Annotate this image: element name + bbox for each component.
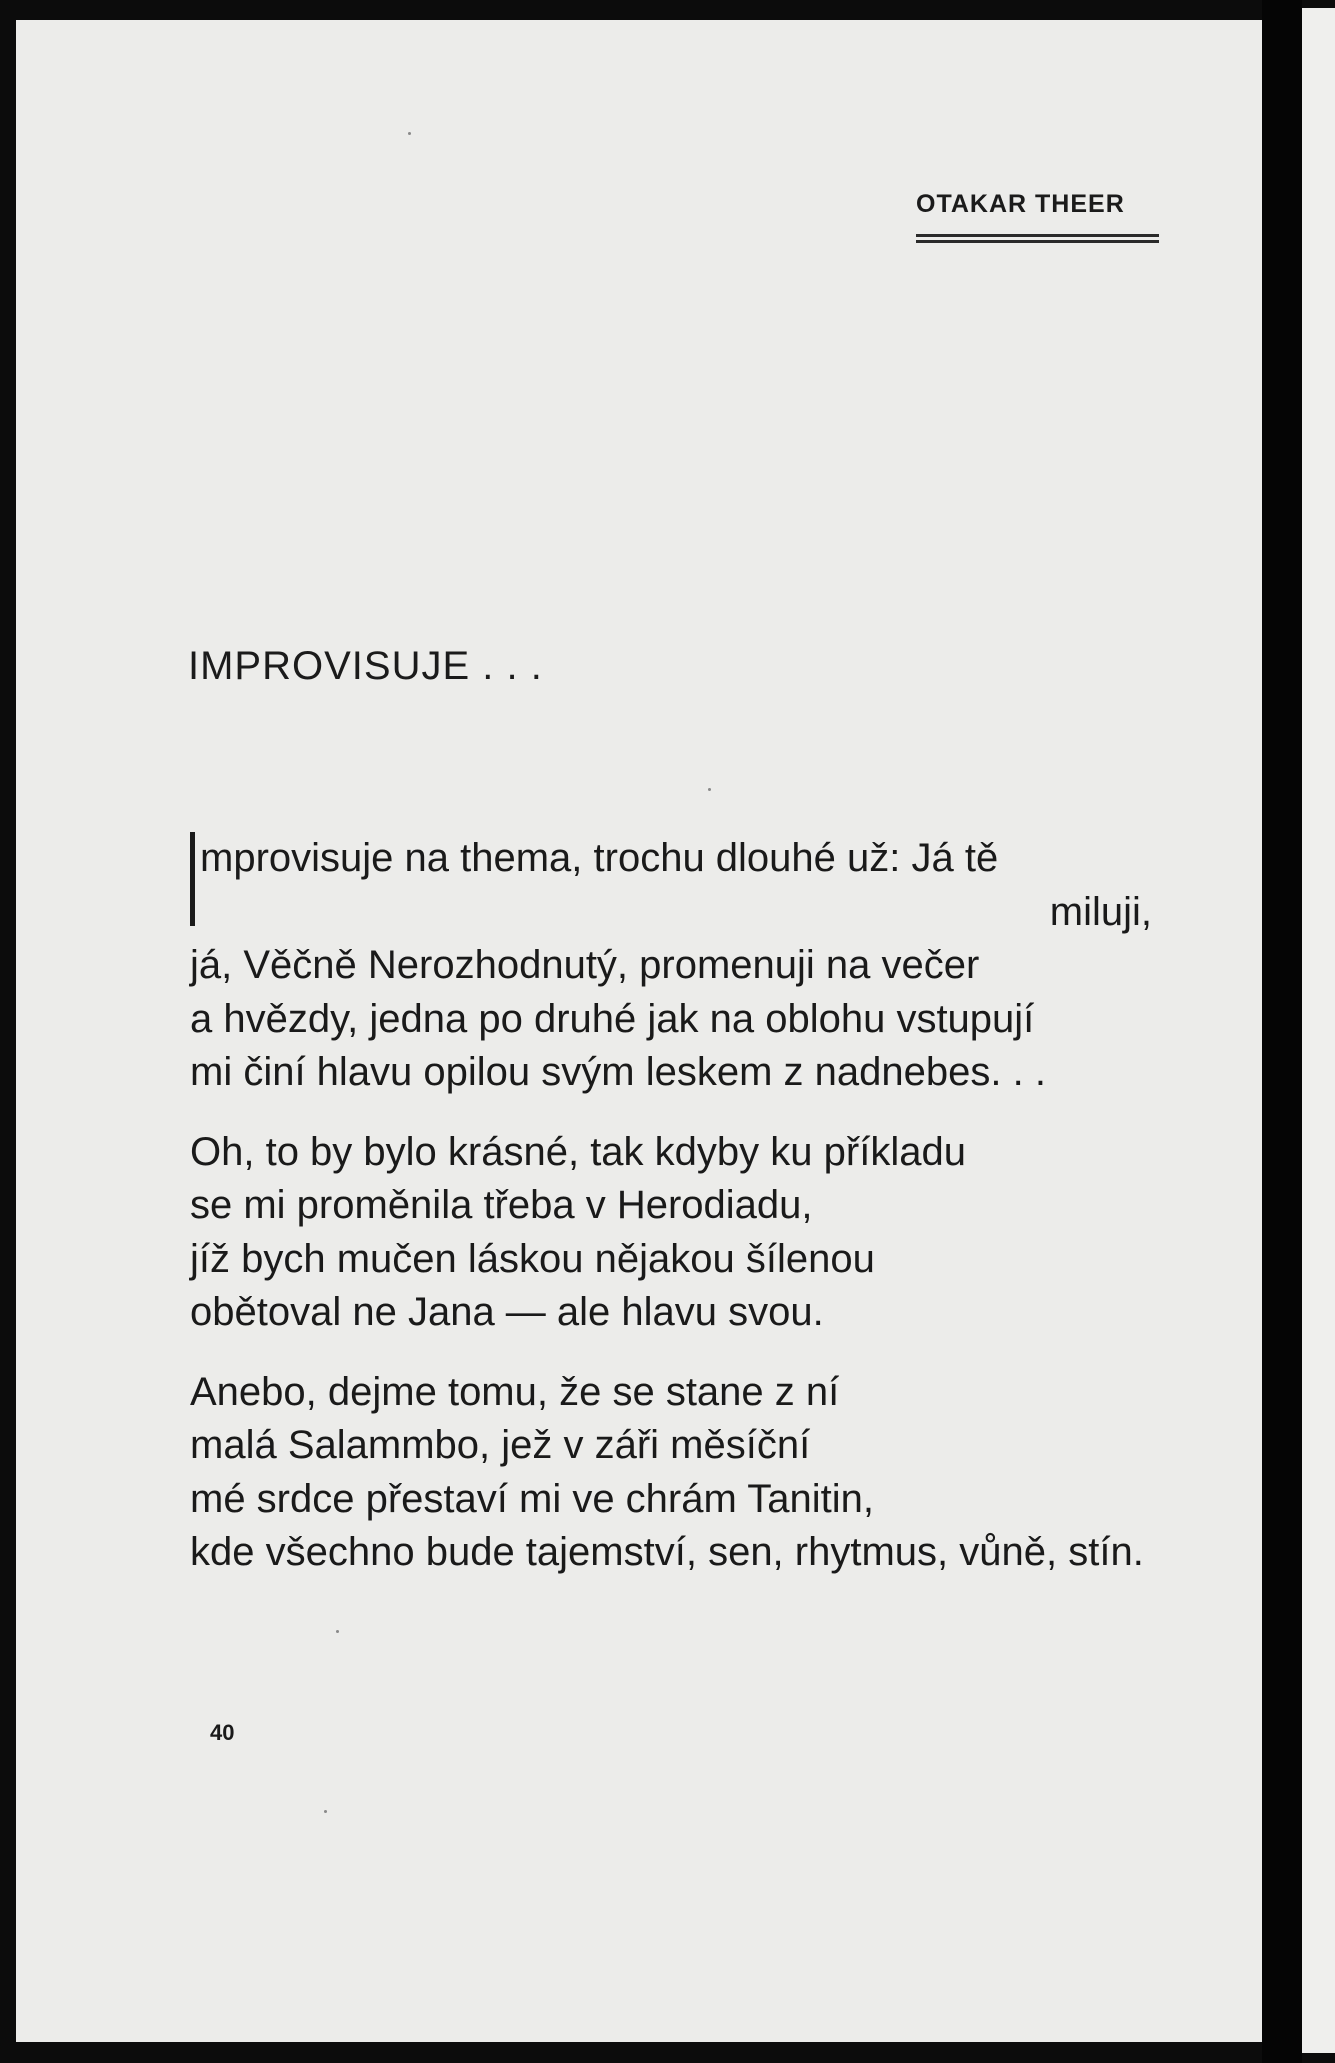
poem-line: a hvězdy, jedna po druhé jak na oblohu vstupují [190,996,1035,1041]
adjacent-page-edge [1302,8,1335,2053]
poem-title: IMPROVISUJE . . . [188,644,543,688]
scan-speck [408,132,411,135]
poem-body [190,832,1230,1606]
scan-speck [708,788,711,791]
poem-line: jíž bych mučen láskou nějakou šílenou [190,1236,875,1281]
poem-line: se mi proměnila třeba v Herodiadu, [190,1183,813,1227]
poem-line: kde všechno bude tajemství, sen, rhytmus, vůně, stín. [190,1530,1144,1574]
poem-line: Oh, to by bylo krásné, tak kdyby ku příkladu [190,1129,966,1174]
poem-line: mi činí hlavu opilou svým leskem z nadnebes. . . [190,1050,1046,1094]
book-spine-shadow [1262,0,1302,2063]
scan-speck [324,1810,327,1813]
poem-line: malá Salammbo, jež v záři měsíční [190,1423,811,1467]
poem-line: já, Věčně Nerozhodnutý, promenuji na večer [190,943,980,987]
poem-line: Anebo, dejme tomu, že se stane z ní [190,1369,840,1414]
stanza-1 [190,832,1230,1100]
poem-line: mé srdce přestaví mi ve chrám Tanitin, [190,1476,874,1521]
poem-line: miluji, [1049,889,1152,934]
running-head: OTAKAR THEER [916,190,1125,218]
scan-speck [336,1630,339,1633]
poem-line: obětoval ne Jana — ale hlavu svou. [190,1290,824,1334]
running-head-rule [916,234,1159,243]
poem-line: mprovisuje na thema, trochu dlouhé už: Já tě [200,836,999,880]
book-page [16,20,1262,2042]
stanza-3 [190,1366,1230,1580]
stanza-2 [190,1126,1230,1340]
page-number: 40 [210,1720,235,1745]
